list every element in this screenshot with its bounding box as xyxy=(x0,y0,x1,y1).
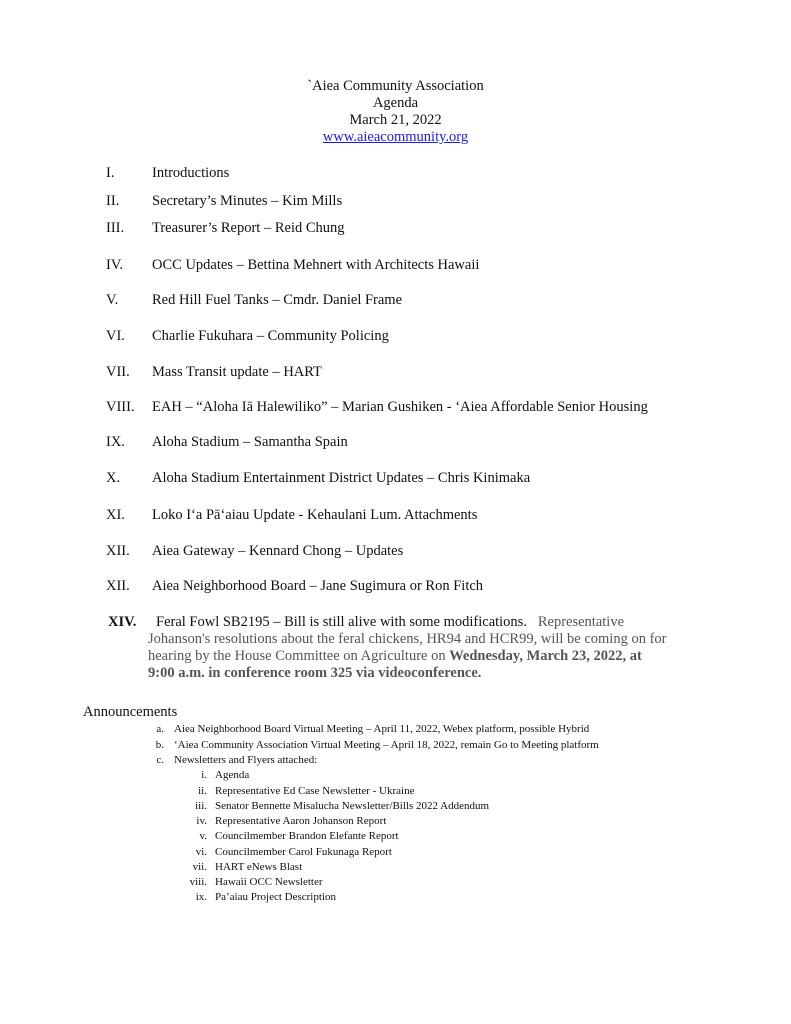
attachment-text: Representative Ed Case Newsletter - Ukraine xyxy=(215,785,415,797)
agenda-item-text: Red Hill Fuel Tanks – Cmdr. Daniel Frame xyxy=(152,292,403,308)
feral-fowl-line-3 xyxy=(148,648,642,665)
meeting-date: March 21, 2022 xyxy=(349,112,442,128)
attachment-marker: v. xyxy=(199,830,207,842)
agenda-item-number: XII. xyxy=(106,543,130,559)
agenda-item-text: Introductions xyxy=(152,165,230,181)
announcement-text: Newsletters and Flyers attached: xyxy=(174,754,318,766)
agenda-item-text: Treasurer’s Report – Reid Chung xyxy=(152,220,345,236)
agenda-item-text: EAH – “Aloha Iā Halewiliko” – Marian Gushiken - ‘Aiea Affordable Senior Housing xyxy=(152,399,648,415)
attachment-text: Senator Bennette Misalucha Newsletter/Bills 2022 Addendum xyxy=(215,800,490,812)
attachment-text: Hawaii OCC Newsletter xyxy=(215,876,323,888)
attachment-text: Councilmember Carol Fukunaga Report xyxy=(215,846,392,858)
attachment-text: Representative Aaron Johanson Report xyxy=(215,815,387,827)
attachment-marker: ix. xyxy=(195,891,207,903)
agenda-item-number: XII. xyxy=(106,578,130,594)
feral-fowl-line-1 xyxy=(156,614,624,631)
agenda-item-number: X. xyxy=(106,470,121,486)
attachment-marker: iii. xyxy=(195,800,207,812)
announcement-marker: c. xyxy=(156,754,164,766)
agenda-item-number: I. xyxy=(106,165,115,181)
agenda-item-number: VI. xyxy=(106,328,125,344)
agenda-item-text: Aloha Stadium – Samantha Spain xyxy=(152,434,348,450)
announcement-marker: a. xyxy=(156,723,164,735)
agenda-item-number: VIII. xyxy=(106,399,135,415)
announcement-text: ‘Aiea Community Association Virtual Meeting – April 18, 2022, remain Go to Meeting platform xyxy=(174,739,599,751)
attachment-marker: vii. xyxy=(192,861,207,873)
attachment-text: HART eNews Blast xyxy=(215,861,303,873)
agenda-item-text: Mass Transit update – HART xyxy=(152,364,322,380)
agenda-item-text: Aiea Gateway – Kennard Chong – Updates xyxy=(152,543,404,559)
feral-fowl-rep: Representative xyxy=(537,614,625,630)
agenda-item-number: XIV. xyxy=(108,614,137,630)
agenda-item-number: II. xyxy=(106,193,120,209)
agenda-item-number: IV. xyxy=(106,257,124,273)
agenda-item-text: Loko I‘a Pā‘aiau Update - Kehaulani Lum. Attachments xyxy=(152,507,478,523)
website-link[interactable]: www.aieacommunity.org xyxy=(322,129,469,145)
agenda-item-number: VII. xyxy=(106,364,130,380)
attachment-marker: viii. xyxy=(189,876,207,888)
announcements-heading: Announcements xyxy=(83,704,178,720)
announcement-marker: b. xyxy=(155,739,164,751)
agenda-item-text: Secretary’s Minutes – Kim Mills xyxy=(152,193,343,209)
feral-fowl-line-3-text: hearing by the House Committee on Agriculture on xyxy=(148,648,450,664)
document-title: Agenda xyxy=(372,95,419,111)
feral-fowl-line-2: Johanson's resolutions about the feral chickens, HR94 and HCR99, will be coming on for xyxy=(148,631,667,647)
attachment-marker: vi. xyxy=(195,846,207,858)
hearing-date: Wednesday, March 23, 2022, at xyxy=(449,648,642,664)
org-name: `Aiea Community Association xyxy=(307,78,484,94)
attachment-marker: ii. xyxy=(198,785,207,797)
agenda-item-number: XI. xyxy=(106,507,125,523)
attachment-text: Councilmember Brandon Elefante Report xyxy=(215,830,399,842)
announcement-text: Aiea Neighborhood Board Virtual Meeting – April 11, 2022, Webex platform, possible Hybrid xyxy=(174,723,590,735)
agenda-item-text: OCC Updates – Bettina Mehnert with Architects Hawaii xyxy=(152,257,480,273)
agenda-item-number: III. xyxy=(106,220,125,236)
feral-fowl-lead: Feral Fowl SB2195 – Bill is still alive with some modifications. xyxy=(156,614,527,630)
agenda-item-text: Charlie Fukuhara – Community Policing xyxy=(152,328,389,344)
hearing-time-location: 9:00 a.m. in conference room 325 via videoconference. xyxy=(148,665,482,681)
agenda-item-number: IX. xyxy=(106,434,125,450)
agenda-item-text: Aloha Stadium Entertainment District Updates – Chris Kinimaka xyxy=(152,470,531,486)
attachment-marker: i. xyxy=(201,769,207,781)
agenda-item-number: V. xyxy=(106,292,119,308)
attachment-text: Agenda xyxy=(215,769,250,781)
agenda-item-text: Aiea Neighborhood Board – Jane Sugimura or Ron Fitch xyxy=(152,578,484,594)
website-line xyxy=(0,129,791,146)
attachment-marker: iv. xyxy=(196,815,207,827)
attachment-text: Pa’aiau Project Description xyxy=(215,891,336,903)
